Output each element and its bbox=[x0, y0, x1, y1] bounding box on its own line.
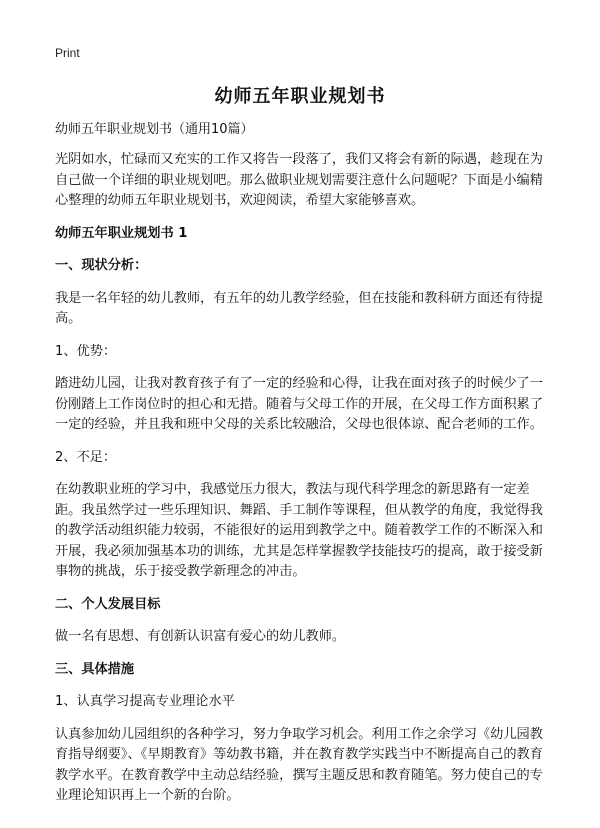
page-title: 幼师五年职业规划书 bbox=[214, 86, 386, 107]
paragraph-study: 认真参加幼儿园组织的各种学习，努力争取学习机会。利用工作之余学习《幼儿园教育指导纲要》、《早期教育》等幼教书籍，并在教育教学实践当中不断提高自己的教育教学水平。在教育教学中主动总结经验，撰写主题反思和教育随笔。努力使自己的专业理论知识再上一个新的台阶。 bbox=[55, 726, 543, 803]
subheading-study: 1、认真学习提高专业理论水平 bbox=[55, 694, 235, 709]
print-label: Print bbox=[55, 46, 80, 60]
subheading-weaknesses: 2、不足： bbox=[55, 449, 117, 465]
section-title: 幼师五年职业规划书 1 bbox=[55, 225, 188, 241]
document-body bbox=[55, 121, 550, 807]
heading-measures: 三、具体措施 bbox=[55, 661, 135, 677]
heading-status-analysis: 一、现状分析： bbox=[55, 258, 148, 273]
paragraph-weaknesses: 在幼教职业班的学习中，我感觉压力很大，教法与现代科学理念的新思路有一定差距。我虽然学过一些乐理知识、舞蹈、手工制作等课程，但从教学的角度，我觉得我的教学活动组织能力较弱，不能很好的运用到教学之中。随着教学工作的不断深入和开展，我必须加强基本功的训练，尤其是怎样掌握教学技能技巧的提高，敢于接受新事物的挑战，乐于接受教学新理念的冲击。 bbox=[55, 482, 543, 579]
paragraph-strengths: 踏进幼儿园，让我对教育孩子有了一定的经验和心得，让我在面对孩子的时候少了一份刚踏上工作岗位时的担心和无措。随着与父母工作的开展，在父母工作方面积累了一定的经验，并且我和班中父母的关系比较融洽，父母也很体谅、配合老师的工作。 bbox=[55, 376, 543, 432]
subheading-strengths: 1、优势： bbox=[55, 343, 117, 359]
document-subtitle: 幼师五年职业规划书（通用10篇） bbox=[55, 122, 254, 137]
heading-goals: 二、个人发展目标 bbox=[55, 596, 161, 612]
paragraph-goals: 做一名有思想、有创新认识富有爱心的幼儿教师。 bbox=[55, 629, 346, 644]
intro-paragraph: 光阴如水，忙碌而又充实的工作又将告一段落了，我们又将会有新的际遇，趁现在为自己做一个详细的职业规划吧。那么做职业规划需要注意什么问题呢？下面是小编精心整理的幼师五年职业规划书，欢迎阅读，希望大家能够喜欢。 bbox=[55, 152, 543, 208]
paragraph-status: 我是一名年轻的幼儿教师，有五年的幼儿教学经验，但在技能和教科研方面还有待提高。 bbox=[55, 290, 543, 326]
